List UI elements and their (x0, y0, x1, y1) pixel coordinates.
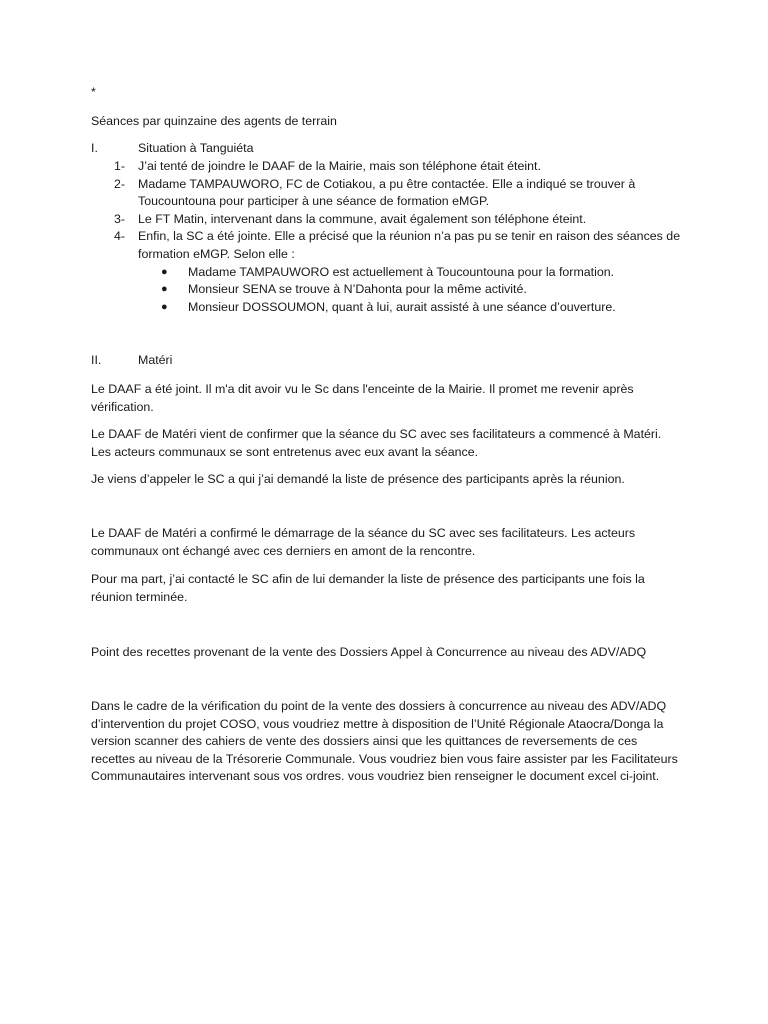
list-item (91, 176, 681, 211)
list-item-number: 3- (114, 211, 126, 226)
recettes-title-text: Point des recettes provenant de la vente des Dossiers Appel à Concurrence au niveau des ADV/ADQ (91, 645, 647, 659)
list-item (91, 228, 681, 263)
list-item-text: Le FT Matin, intervenant dans la commune, avait également son téléphone éteint. (138, 211, 587, 226)
paragraph-text: Je viens d’appeler le SC a qui j’ai demandé la liste de présence des participants après la réunion. (91, 472, 625, 486)
bullet-icon: ● (161, 300, 168, 313)
paragraph (91, 381, 681, 416)
paragraph (91, 471, 681, 489)
asterisk-mark (91, 84, 681, 102)
list-item-number: 4- (114, 229, 126, 244)
asterisk-text: * (91, 85, 96, 99)
list-item-text: Enfin, la SC a été jointe. Elle a précisé que la réunion n’a pas pu se tenir en raison des séances de formation eMGP. Selon elle : (138, 229, 681, 261)
recettes-body-text: Dans le cadre de la vérification du point de la vente des dossiers à concurrence au niveau des ADV/ADQ d’intervention du projet COSO, vous voudriez mettre à disposition de l’Unité Régionale Ataocra/Donga la version scanner des cahiers de vente des dossiers ainsi que les quittances de reversements de ces recettes au niveau de la Trésorerie Communale. Vous voudriez bien vous faire assister par les Facilitateurs Communautaires intervenant sous vos ordres. vous voudriez bien renseigner le document excel ci-joint. (91, 699, 678, 784)
paragraph-text: Le DAAF a été joint. Il m'a dit avoir vu le Sc dans l'enceinte de la Mairie. Il promet me revenir après vérification. (91, 382, 634, 414)
list-item (91, 211, 681, 229)
paragraph (91, 525, 681, 560)
bullet-item (91, 281, 681, 299)
section-2-title: Matéri (138, 353, 173, 367)
bullet-icon: ● (161, 283, 168, 296)
paragraph (91, 571, 681, 606)
bullet-text: Madame TAMPAUWORO est actuellement à Toucountouna pour la formation. (188, 264, 615, 279)
document-title (91, 113, 681, 131)
list-item-text: Madame TAMPAUWORO, FC de Cotiakou, a pu être contactée. Elle a indiqué se trouver à Toucountouna pour participer à une séance de formation eMGP. (138, 176, 636, 209)
paragraph-text: Le DAAF de Matéri vient de confirmer que la séance du SC avec ses facilitateurs a commencé à Matéri. Les acteurs communaux se sont entretenus avec eux avant la séance. (91, 427, 662, 459)
bullet-item (91, 264, 681, 282)
list-item-text: J’ai tenté de joindre le DAAF de la Mairie, mais son téléphone était éteint. (138, 159, 541, 173)
list-item-number: 1- (114, 159, 126, 173)
title-text: Séances par quinzaine des agents de terrain (91, 114, 337, 128)
recettes-heading (91, 644, 711, 662)
list-item-number: 2- (114, 176, 126, 191)
paragraph-text: Pour ma part, j’ai contacté le SC afin de lui demander la liste de présence des participants une fois la réunion terminée. (91, 572, 645, 604)
recettes-paragraph (91, 698, 683, 786)
section-1-heading (91, 140, 681, 158)
bullet-item (91, 299, 681, 317)
paragraph-text: Le DAAF de Matéri a confirmé le démarrage de la séance du SC avec ses facilitateurs. Les acteurs communaux ont échangé avec ces derniers en amont de la rencontre. (91, 526, 636, 558)
list-item (91, 158, 681, 176)
bullet-text: Monsieur SENA se trouve à N’Dahonta pour la même activité. (188, 282, 527, 297)
section-1-title: Situation à Tanguiéta (138, 141, 254, 155)
section-1-numbered-list (91, 158, 681, 316)
paragraph (91, 426, 681, 461)
section-2-heading (91, 352, 681, 370)
section-1-number: I. (91, 141, 98, 155)
bullet-icon: ● (161, 265, 168, 278)
section-2-number: II. (91, 353, 102, 367)
bullet-text: Monsieur DOSSOUMON, quant à lui, aurait assisté à une séance d’ouverture. (188, 299, 616, 314)
